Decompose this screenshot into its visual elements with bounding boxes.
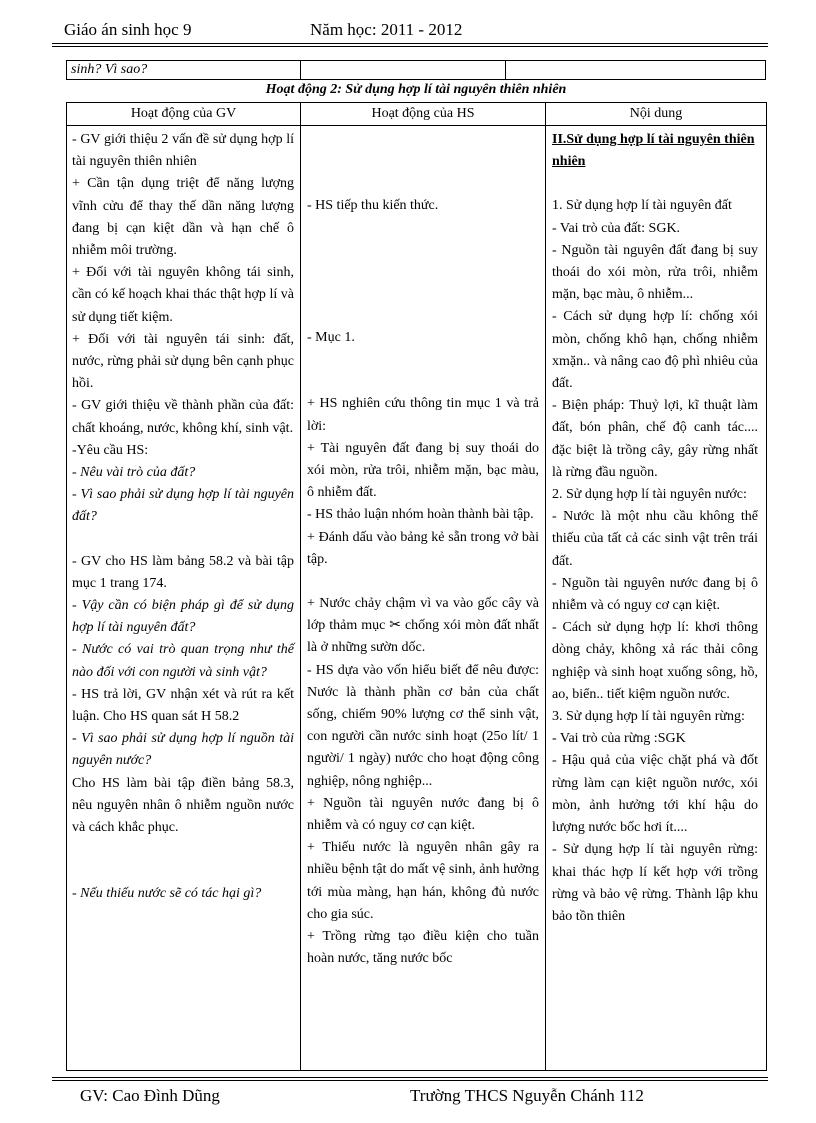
hs-item: - HS tiếp thu kiến thức. xyxy=(307,198,439,213)
hs-item: - Mục 1. xyxy=(307,330,355,346)
activity-table xyxy=(66,102,767,1071)
column-divider xyxy=(545,103,546,1070)
cell-divider xyxy=(300,61,301,79)
gv-question: - Nếu thiếu nước sẽ có tác hại gì? xyxy=(72,886,262,902)
page-footer xyxy=(80,1086,770,1106)
lesson-content-column xyxy=(552,129,758,928)
gv-item: -Yêu cầu HS: xyxy=(72,442,149,458)
content-item: - Biện pháp: Thuỷ lợi, kĩ thuật làm đất, bón phân, chế độ canh tác.... đặc biệt là trồng cây, gây rừng nhất là rừng đầu nguồn. xyxy=(552,398,758,480)
column-header-gv: Hoạt động của GV xyxy=(130,106,237,121)
activity-title: Hoạt động 2: Sử dụng hợp lí tài nguyên thiên nhiên xyxy=(265,82,567,97)
footer-teacher: GV: Cao Đình Dũng xyxy=(80,1086,220,1105)
footer-rule xyxy=(52,1077,768,1078)
gv-item: + Cần tận dụng triệt để năng lượng vĩnh cửu để thay thế dần năng lượng đang bị cạn kiệt dần và hạn chế ô nhiễm môi trường. xyxy=(72,176,294,259)
footer-school-page: Trường THCS Nguyễn Chánh 112 xyxy=(410,1086,644,1105)
content-item: - Vai trò của rừng :SGK xyxy=(552,731,686,747)
previous-row-text: sinh? Vì sao? xyxy=(71,62,148,77)
content-item: - Nguồn tài nguyên đất đang bị suy thoái do xói mòn, rửa trôi, nhiễm mặn, bạc màu, ô nhiễm... xyxy=(552,242,758,303)
content-item: - Cách sử dụng hợp lí: chống xói mòn, chống khô hạn, chống nhiễm xmặn.. và nâng cao độ phì nhiêu của đất. xyxy=(552,309,758,392)
gv-item: Cho HS làm bài tập điền bảng 58.3, nêu nguyên nhân ô nhiễm nguồn nước và cách khắc phục. xyxy=(72,775,294,836)
hs-item: - HS thảo luận nhóm hoàn thành bài tập. xyxy=(307,507,534,523)
cell-divider xyxy=(505,61,506,79)
content-item: - Nguồn tài nguyên nước đang bị ô nhiễm và có nguy cơ cạn kiệt. xyxy=(552,575,758,614)
gv-item: + Đối với tài nguyên tái sinh: đất, nước, rừng phải sử dụng bên cạnh phục hồi. xyxy=(72,331,294,392)
teacher-activity-column xyxy=(72,129,294,906)
gv-item: - GV giới thiệu 2 vấn đề sử dụng hợp lí tài nguyên thiên nhiên xyxy=(72,132,294,170)
gv-item: + Đối với tài nguyên không tái sinh, cần có kế hoạch khai thác thật hợp lí và sử dụng tiết kiệm. xyxy=(72,265,294,325)
gv-question: - Nêu vài trò của đất? xyxy=(72,465,196,481)
hs-item: + Thiếu nước là nguyên nhân gây ra nhiều bệnh tật do mất vệ sinh, ảnh hưởng tới mùa màng, hạn hán, không đủ nước cho gia súc. xyxy=(307,840,539,922)
subsection-heading: 1. Sử dụng hợp lí tài nguyên đất xyxy=(552,198,732,214)
gv-item: - GV giới thiệu về thành phần của đất: chất khoáng, nước, không khí, sinh vật. xyxy=(72,398,294,436)
page-header xyxy=(64,20,768,42)
header-subject: Giáo án sinh học 9 xyxy=(64,20,192,39)
header-rule xyxy=(52,43,768,44)
hs-item: + HS nghiên cứu thông tin mục 1 và trả lời: xyxy=(307,396,539,434)
column-divider xyxy=(300,103,301,1070)
gv-question: - Nước có vai trò quan trọng như thế nào đối với con người và sinh vật? xyxy=(72,642,294,680)
hs-item: - HS dựa vào vốn hiểu biết để nêu được: Nước là thành phần cơ bản của chất sống, chiếm 90% lượng cơ thể sinh vật, con người cần nước sinh hoạt (25o lít/ 1 người/ 1 ngày) nước cho hoạt động công nghiệp, nông nghiệp... xyxy=(307,662,539,789)
content-item: - Vai trò của đất: SGK. xyxy=(552,220,681,236)
gv-item: - GV cho HS làm bảng 58.2 và bài tập mục 1 trang 174. xyxy=(72,553,294,591)
gv-item: - HS trả lời, GV nhận xét và rút ra kết luận. Cho HS quan sát H 58.2 xyxy=(72,686,294,725)
header-row-divider xyxy=(67,125,766,126)
content-item: - Hậu quả của việc chặt phá và đốt rừng làm cạn kiệt nguồn nước, xói mòn, ảnh hưởng tới khí hậu do lượng nước bốc hơi ít.... xyxy=(552,753,758,836)
content-item: - Cách sử dụng hợp lí: khơi thông dòng chảy, không xả rác thải công nghiệp và sinh hoạt xuống sông, hồ, ao, biển.. tiết kiệm nguồn nước. xyxy=(552,620,758,702)
hs-item: + Đánh dấu vào bảng kẻ sẵn trong vở bài tập. xyxy=(307,529,539,567)
previous-table-row xyxy=(66,60,766,80)
header-school-year: Năm học: 2011 - 2012 xyxy=(310,20,463,39)
column-header-content: Nội dung xyxy=(629,106,683,121)
hs-item: + Trồng rừng tạo điều kiện cho tuần hoàn nước, tăng nước bốc xyxy=(307,929,539,967)
section-heading: II.Sử dụng hợp lí tài nguyên thiên nhiên xyxy=(552,132,755,170)
content-item: - Sử dụng hợp lí tài nguyên rừng: khai thác hợp lí kết hợp với trồng rừng và bảo vệ rừng. Thành lập khu bảo tồn thiên xyxy=(552,842,758,924)
gv-question: - Vì sao phải sử dụng hợp lí tài nguyên đất? xyxy=(72,487,294,525)
subsection-heading: 2. Sử dụng hợp lí tài nguyên nước: xyxy=(552,487,747,503)
gv-question: - Vậy cần có biện pháp gì để sử dụng hợp lí tài nguyên đất? xyxy=(72,598,294,636)
header-rule-2 xyxy=(52,46,768,47)
hs-item: + Nước chảy chậm vì va vào gốc cây và lớp thảm mục ✂ chống xói mòn đất nhất là ở những sườn dốc. xyxy=(307,596,539,656)
hs-item: + Nguồn tài nguyên nước đang bị ô nhiễm và có nguy cơ cạn kiệt. xyxy=(307,795,539,834)
column-header-hs: Hoạt động của HS xyxy=(371,106,475,121)
gv-question: - Vì sao phải sử dụng hợp lí nguồn tài nguyên nước? xyxy=(72,731,294,769)
hs-item: + Tài nguyên đất đang bị suy thoái do xói mòn, rửa trôi, nhiễm mặn, bạc màu, ô nhiễm đất. xyxy=(307,440,539,501)
content-item: - Nước là một nhu cầu không thể thiếu của tất cả các sinh vật trên trái đất. xyxy=(552,509,758,569)
footer-rule-2 xyxy=(52,1080,768,1081)
subsection-heading: 3. Sử dụng hợp lí tài nguyên rừng: xyxy=(552,709,745,725)
student-activity-column xyxy=(307,129,539,970)
